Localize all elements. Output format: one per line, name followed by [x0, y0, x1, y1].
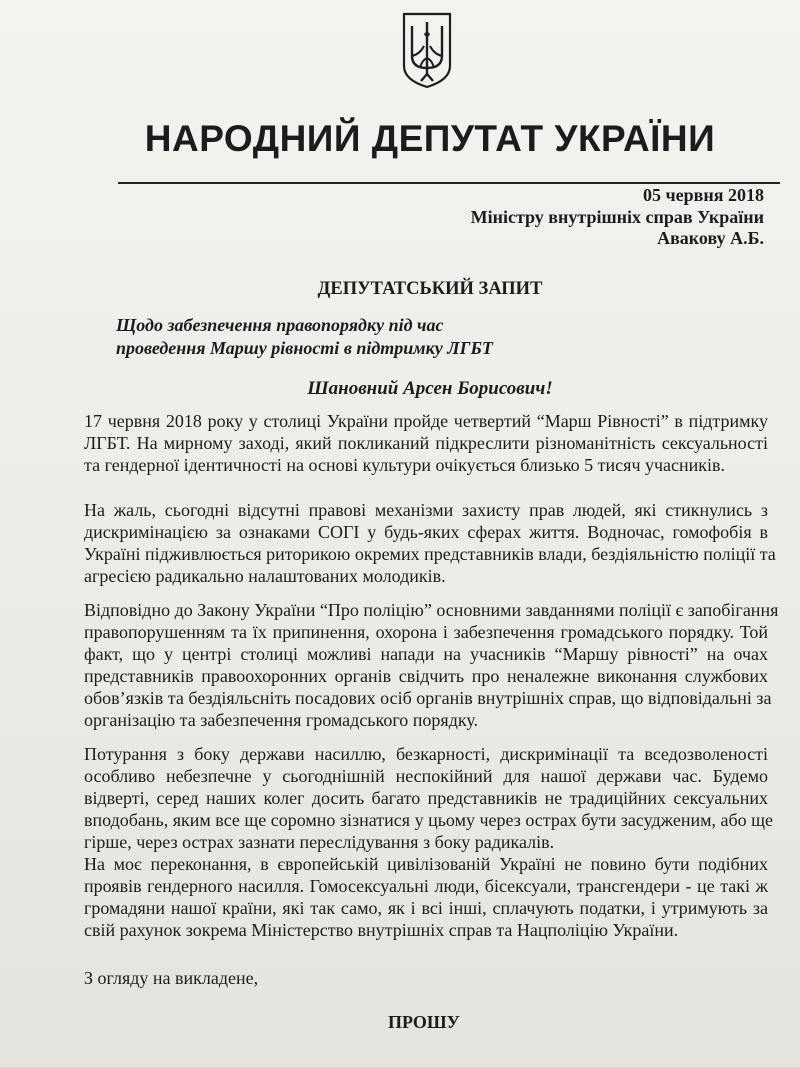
document-heading: ДЕПУТАТСЬКИЙ ЗАПИТ — [317, 279, 543, 299]
body-paragraph — [84, 499, 776, 587]
salutation: Шановний Арсен Борисович! — [307, 378, 553, 399]
recipient-name: Авакову А.Б. — [657, 228, 764, 248]
body-paragraph — [84, 743, 774, 853]
text-line: особливо небезпечне у сьогоднішній неспокійний для нашої держави час. Будемо — [84, 766, 768, 786]
subject-line: Щодо забезпечення правопорядку під час — [116, 315, 444, 335]
text-line: обов’язків та бездіяльсніть посадових осіб органів внутрішніх справ, що відповідальні за — [84, 688, 772, 708]
text-line: Потурання з боку держави насиллю, безкарності, дискримінації та вседозволеності — [84, 744, 768, 764]
body-paragraph — [84, 853, 768, 941]
text-line: Україні підживлюється риторикою окремих представників влади, бездіяльністю поліції та — [84, 544, 776, 564]
trident-emblem-icon — [400, 10, 454, 90]
text-line: На моє переконання, в європейській цивілізованій Україні не повино бути подібних — [84, 854, 768, 874]
request-heading: ПРОШУ — [388, 1012, 460, 1032]
text-line: та гендерної ідентичності на основі культури очікується близько 5 тисяч учасників. — [84, 455, 726, 475]
header-title: НАРОДНИЙ ДЕПУТАТ УКРАЇНИ — [144, 118, 716, 159]
body-paragraph — [84, 599, 779, 731]
text-line: 17 червня 2018 року у столиці України пройде четвертий “Марш Рівності” в підтримку — [84, 411, 768, 431]
text-line: проявів гендерного насилля. Гомосексуальні люди, бісексуали, трансгендери - це такі ж — [84, 876, 768, 896]
text-line: Відповідно до Закону України “Про поліцію” основними завданнями поліції є запобігання — [84, 600, 779, 620]
text-line: дискримінацією за ознаками СОГІ у будь-яких сферах життя. Водночас, гомофобія в — [84, 522, 768, 542]
text-line: На жаль, сьогодні відсутні правові механізми захисту прав людей, які стикнулись з — [84, 500, 768, 520]
text-line: громадяни нашої країни, які так само, як і всі інші, сплачують податки, і утримують за — [84, 898, 768, 918]
text-line: агресією радикально налаштованих молодиків. — [84, 566, 446, 586]
text-line: факт, що у центрі столиці можливі напади на учасників “Маршу рівності” на очах — [84, 644, 768, 664]
subject-line: проведення Маршу рівності в підтримку ЛГБТ — [116, 338, 493, 358]
header-divider — [118, 182, 780, 184]
text-line: представників правоохоронних органів свідчить про неналежне виконання службових — [84, 666, 768, 686]
text-line: правопорушенням та їх припинення, охорона і забезпечення громадського порядку. Той — [84, 622, 768, 642]
text-line: організацію та забезпечення громадського порядку. — [84, 710, 479, 730]
text-line: відверті, серед наших колег досить багато представників не традиційних сексуальних — [84, 788, 768, 808]
closing-text: З огляду на викладене, — [84, 968, 259, 988]
text-line: гірше, через острах зазнати переслідування з боку радикалів. — [84, 832, 555, 852]
recipient-title: Міністру внутрішніх справ України — [470, 207, 764, 227]
letter-date: 05 червня 2018 — [643, 185, 764, 205]
body-paragraph — [84, 410, 768, 476]
text-line: свій рахунок зокрема Міністерство внутрішніх справ та Нацполіцію України. — [84, 920, 679, 940]
text-line: ЛГБТ. На мирному заході, який покликаний підкреслити різноманітність сексуальності — [84, 433, 768, 453]
text-line: вподобань, яким все ще соромно зізнатися у цьому через острах бути засудженим, або ще — [84, 810, 774, 830]
